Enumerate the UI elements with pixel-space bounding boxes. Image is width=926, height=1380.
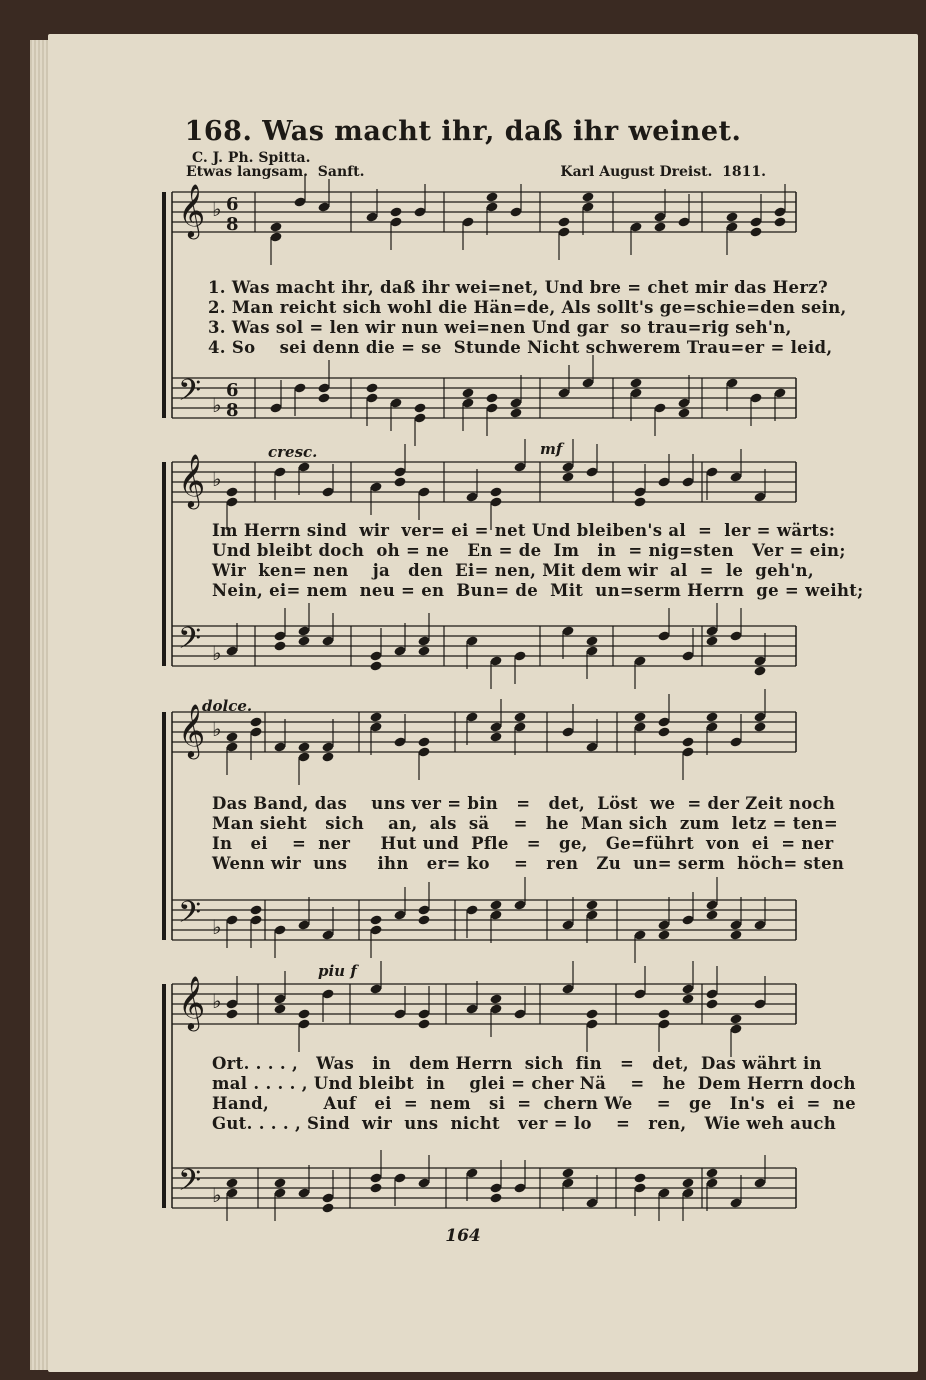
notehead [461,387,474,398]
notehead [681,736,694,747]
treble-clef: 𝄞 [178,453,206,507]
time-signature-top: 6 [226,380,239,401]
notehead [633,496,646,507]
treble-clef: 𝄞 [178,183,206,237]
notehead [225,1177,238,1188]
notehead [705,711,718,722]
system-bracket [162,462,166,666]
verse-line: In ei = ner Hut und Pfle = ge, Ge=führt von ei = ner [212,834,834,853]
verse-line: Wenn wir uns ihn er= ko = ren Zu un= serm höch= sten [212,854,845,873]
time-signature-bottom: 8 [226,400,239,421]
verse-line: 1. Was macht ihr, daß ihr wei=net, Und bre = chet mir das Herz? [208,278,828,297]
verse-line: mal . . . . , Und bleibt in glei = cher Nä = he Dem Herrn doch [212,1074,856,1093]
notehead [561,471,574,482]
notehead [249,904,262,915]
notehead [725,211,738,222]
verse-line: Nein, ei= nem neu = en Bun= de Mit un=serm Herrn ge = weiht; [212,581,864,600]
verse-line: 3. Was sol = len wir nun wei=nen Und gar so trau=rig seh'n, [208,318,792,337]
notehead [273,1003,286,1014]
notehead [633,711,646,722]
notehead [417,914,430,925]
notehead [225,1008,238,1019]
bass-clef: 𝄢 [178,896,202,937]
notehead [509,407,522,418]
key-signature-flat: ♭ [212,393,222,417]
treble-clef: 𝄞 [178,703,206,757]
time-signature-bottom: 8 [226,214,239,235]
verse-line: Hand, Auf ei = nem si = chern We = ge In's ei = ne [212,1094,856,1113]
notehead [249,716,262,727]
notehead [705,909,718,920]
treble-clef: 𝄞 [178,975,206,1029]
notehead [417,645,430,656]
notehead [393,476,406,487]
hymn-title: 168. Was macht ihr, daß ihr weinet. [184,116,742,147]
notehead [369,660,382,671]
tempo-marking: Etwas langsam. Sanft. [186,164,365,180]
notehead [585,1008,598,1019]
bass-clef: 𝄢 [178,1164,202,1205]
notehead [585,635,598,646]
notehead [485,191,498,202]
notehead [297,635,310,646]
verse-line: 2. Man reicht sich wohl die Hän=de, Als sollt's ge=schie=den sein, [208,298,847,317]
notehead [561,1167,574,1178]
page-number: 164 [445,1226,481,1246]
notehead [657,929,670,940]
notehead [773,216,786,227]
system-bracket [162,984,166,1208]
verse-line: Im Herrn sind wir ver= ei = net Und bleiben's al = ler = wärts: [212,521,836,540]
key-signature-flat: ♭ [212,915,222,939]
notehead [273,1177,286,1188]
notehead [365,382,378,393]
notehead [225,731,238,742]
notehead [749,226,762,237]
notehead [489,993,502,1004]
notehead [653,221,666,232]
verse-line: Gut. . . . , Sind wir uns nicht ver = lo = ren, Wie weh auch [212,1114,837,1133]
notehead [489,486,502,497]
key-signature-flat: ♭ [212,1183,222,1207]
notehead [485,392,498,403]
time-signature-top: 6 [226,194,239,215]
notehead [321,751,334,762]
system-bracket [162,192,166,418]
key-signature-flat: ♭ [212,989,222,1013]
notehead [273,640,286,651]
notehead [557,216,570,227]
notehead [489,899,502,910]
notehead [657,1008,670,1019]
notehead [369,711,382,722]
notehead [705,998,718,1009]
notehead [389,206,402,217]
notehead [753,665,766,676]
key-signature-flat: ♭ [212,467,222,491]
verse-line: Ort. . . . , Was in dem Herrn sich fin = det, Das währt in [212,1054,822,1073]
verse-line: 4. So sei denn die = se Stunde Nicht schwerem Trau=er = leid, [208,338,833,357]
notehead [489,731,502,742]
notehead [633,1172,646,1183]
notehead [581,191,594,202]
notehead [705,635,718,646]
notehead [369,914,382,925]
notehead [705,1167,718,1178]
notehead [297,741,310,752]
system-bracket [162,712,166,940]
notehead [681,1177,694,1188]
notehead [629,377,642,388]
notehead [585,899,598,910]
bass-clef: 𝄢 [178,374,202,415]
key-signature-flat: ♭ [212,641,222,665]
dynamic-marking: piu f [318,962,357,980]
notehead [729,929,742,940]
composer: Karl August Dreist. 1811. [560,164,766,180]
notehead [753,721,766,732]
notehead [417,736,430,747]
notehead [225,486,238,497]
notehead [269,221,282,232]
notehead [417,1018,430,1029]
dynamic-marking: mf [540,440,563,458]
key-signature-flat: ♭ [212,197,222,221]
notehead [657,726,670,737]
notehead [369,1182,382,1193]
notehead [729,1013,742,1024]
notehead [489,1192,502,1203]
verse-line: Das Band, das uns ver = bin = det, Löst we = der Zeit noch [212,794,836,813]
verse-line: Und bleibt doch oh = ne En = de Im in = nig=sten Ver = ein; [212,541,846,560]
notehead [321,1202,334,1213]
dynamic-marking: dolce. [202,697,253,715]
notehead [513,711,526,722]
notehead [677,407,690,418]
key-signature-flat: ♭ [212,717,222,741]
notehead [681,993,694,1004]
verse-line: Man sieht sich an, als sä = he Man sich zum letz = ten= [212,814,838,833]
dynamic-marking: cresc. [268,443,318,461]
notehead [413,402,426,413]
verse-line: Wir ken= nen ja den Ei= nen, Mit dem wir al = le geh'n, [212,561,814,580]
lyricist: C. J. Ph. Spitta. [192,150,311,166]
notehead [297,1008,310,1019]
notehead [317,392,330,403]
bass-clef: 𝄢 [178,622,202,663]
